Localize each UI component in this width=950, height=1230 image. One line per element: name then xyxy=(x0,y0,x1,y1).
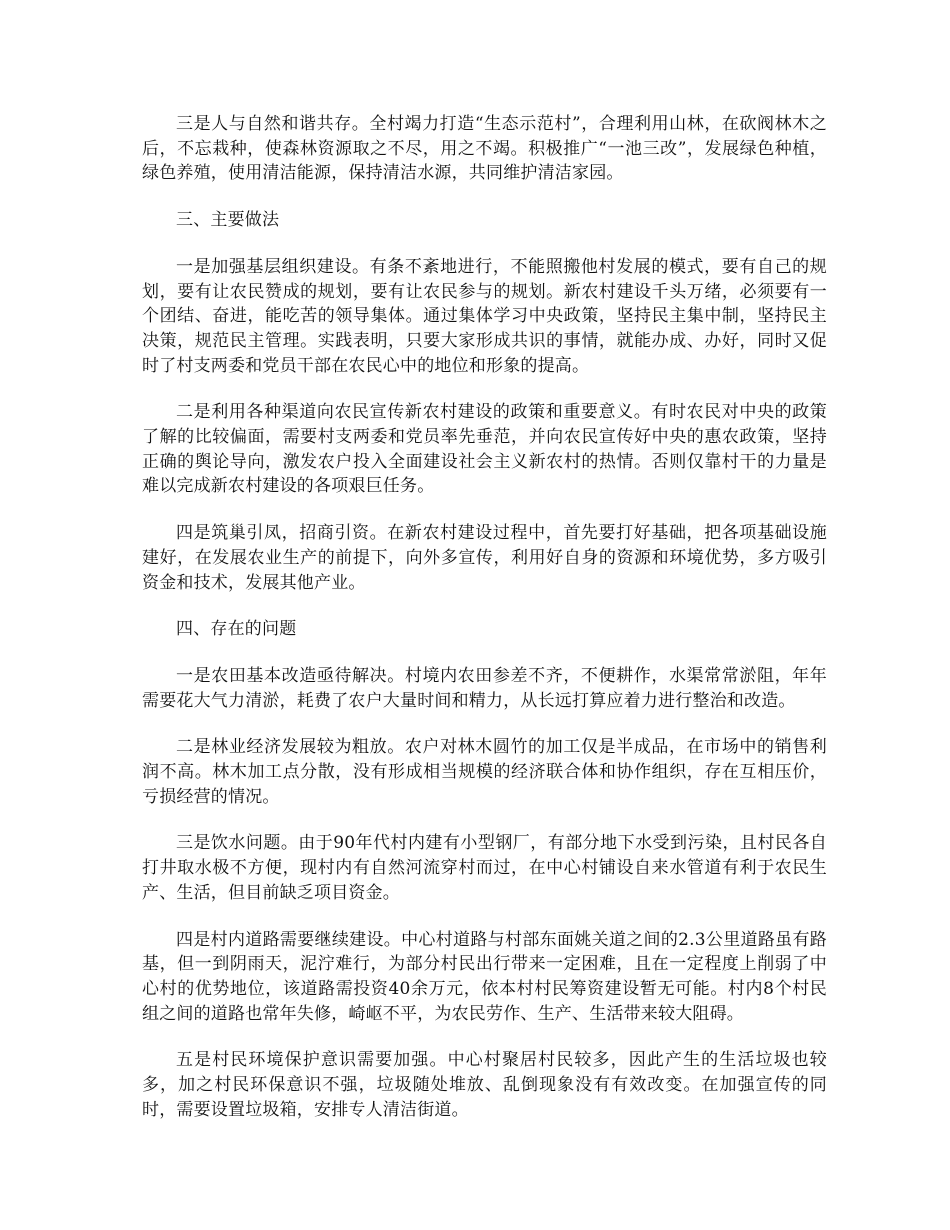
paragraph-road-construction: 四是村内道路需要继续建设。中心村道路与村部东面姚关道之间的2.3公里道路虽有路基，但一到阴雨天，泥泞难行，为部分村民出行带来一定困难，且在一定程度上削弱了中心村的优势地位，该道路需投资40余万元，依本村村民筹资建设暂无可能。村内8个村民组之间的道路也常年失修，崎岖不平，为农民劳作、生产、生活带来较大阻碍。 xyxy=(142,929,827,1024)
paragraph-investment-attraction: 四是筑巢引凤，招商引资。在新农村建设过程中，首先要打好基础，把各项基础设施建好，在发展农业生产的前提下，向外多宣传，利用好自身的资源和环境优势，多方吸引资金和技术，发展其他产业。 xyxy=(142,523,827,593)
paragraph-grassroots-organization: 一是加强基层组织建设。有条不紊地进行，不能照搬他村发展的模式，要有自己的规划，要有让农民赞成的规划，要有让农民参与的规划。新农村建设千头万绪，必须要有一个团结、奋进，能吃苦的领导集体。通过集体学习中央政策，坚持民主集中制，坚持民主决策，规范民主管理。实践表明，只要大家形成共识的事情，就能办成、办好，同时又促时了村支两委和党员干部在农民心中的地位和形象的提高。 xyxy=(142,256,827,376)
paragraph-drinking-water: 三是饮水问题。由于90年代村内建有小型钢厂，有部分地下水受到污染，且村民各自打井取水极不方便，现村内有自然河流穿村而过，在中心村铺设自来水管道有利于农民生产、生活，但目前缺乏项目资金。 xyxy=(142,833,827,903)
section-heading-main-practices: 三、主要做法 xyxy=(176,210,280,231)
section-heading-existing-problems: 四、存在的问题 xyxy=(176,619,297,640)
document-body xyxy=(142,112,827,1145)
paragraph-policy-publicity: 二是利用各种渠道向农民宣传新农村建设的政策和重要意义。有时农民对中央的政策了解的比较偏面，需要村支两委和党员率先垂范，并向农民宣传好中央的惠农政策，坚持正确的舆论导向，激发农户投入全面建设社会主义新农村的热情。否则仅靠村干的力量是难以完成新农村建设的各项艰巨任务。 xyxy=(142,402,827,497)
paragraph-environmental-awareness: 五是村民环境保护意识需要加强。中心村聚居村民较多，因此产生的生活垃圾也较多，加之村民环保意识不强，垃圾随处堆放、乱倒现象没有有效改变。在加强宣传的同时，需要设置垃圾箱，安排专人清洁街道。 xyxy=(142,1050,827,1120)
paragraph-forestry-economy: 二是林业经济发展较为粗放。农户对林木圆竹的加工仅是半成品，在市场中的销售利润不高。林木加工点分散，没有形成相当规模的经济联合体和协作组织，存在互相压价，亏损经营的情况。 xyxy=(142,737,827,807)
paragraph-harmony-nature: 三是人与自然和谐共存。全村竭力打造“生态示范村”，合理利用山林，在砍阀林木之后，不忘栽种，使森林资源取之不尽，用之不竭。积极推广“一池三改”，发展绿色种植，绿色养殖，使用清洁能源，保持清洁水源，共同维护清洁家园。 xyxy=(142,114,827,184)
paragraph-farmland-renovation: 一是农田基本改造亟待解决。村境内农田参差不齐，不便耕作，水渠常常淤阻，年年需要花大气力清淤，耗费了农户大量时间和精力，从长远打算应着力进行整治和改造。 xyxy=(142,665,827,711)
